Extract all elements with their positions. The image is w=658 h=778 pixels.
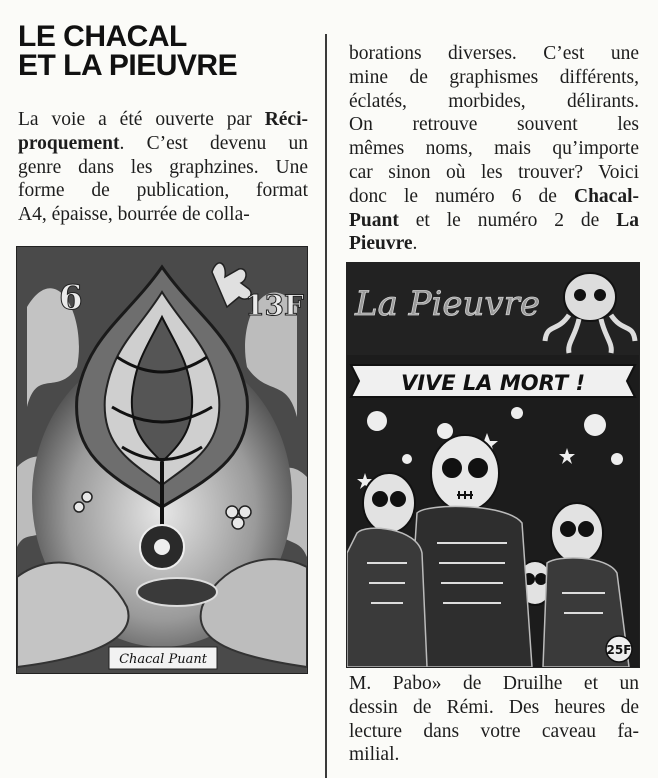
cover-signature: Chacal Puant [119,652,207,667]
text-line [349,185,639,209]
right-paragraph-top [349,42,639,256]
text-run: La voie a été ouverte par [18,109,265,130]
text-run: éclatés, morbides, délirants. [349,90,639,112]
title-line-1: LE CHACAL [18,20,187,53]
text-line [349,137,639,161]
text-line [349,232,639,256]
text-run: mine de graphismes différents, [349,66,639,88]
bold-text-run: Réci- [264,109,308,130]
text-line [349,696,639,720]
text-run: genre dans les graphzines. Une [18,156,308,178]
text-run: lecture dans votre caveau fa- [349,720,639,742]
text-line [18,108,308,132]
text-run: borations diverses. C’est une [349,43,639,64]
chacal-puant-cover [16,246,308,674]
text-run: donc le numéro 6 de [349,185,574,207]
bold-text-run: Puant [349,209,399,231]
text-run: milial. [349,744,400,766]
text-run: forme de publication, format [18,180,308,202]
text-run: mêmes noms, mais qu’importe [349,138,639,160]
text-line [349,720,639,744]
left-paragraph [18,108,308,227]
bold-text-run: Chacal- [574,185,639,207]
text-run: . C’est devenu un [119,132,308,154]
bold-text-run: Pieuvre [349,233,413,255]
text-line [349,113,639,137]
cover-price: 13F [245,289,304,322]
masthead-title: La Pieuvre [355,284,541,324]
text-line [18,203,308,227]
cover-price: 25F [606,643,632,657]
text-line [18,132,308,156]
text-run: . [412,233,418,255]
text-run: On retrouve souvent les [349,114,639,136]
text-line [18,156,308,180]
text-line [349,161,639,185]
text-line [349,672,639,696]
column-divider [325,34,327,778]
cover-issue-number: 6 [59,278,83,318]
right-paragraph-bottom [349,672,639,767]
chacal-puant-illustration [17,247,307,673]
text-run: M. Pabo» de Druilhe et un [349,673,639,694]
text-line [349,66,639,90]
bold-text-run: La [616,209,639,231]
text-line [349,90,639,114]
text-run: A4, épaisse, bourrée de colla- [18,204,250,226]
cover-banner: VIVE LA MORT ! [400,371,586,395]
text-line [349,209,639,233]
text-run: et le numéro 2 de [398,209,617,231]
text-line [349,42,639,66]
text-run: car sinon où les trouver? Voici [349,161,639,183]
title-line-2: ET LA PIEUVRE [18,49,238,82]
la-pieuvre-cover [346,262,640,668]
text-line [18,179,308,203]
text-run: dessin de Rémi. Des heures de [349,696,639,718]
article-title [18,22,318,80]
text-line [349,743,639,767]
bold-text-run: proquement [18,132,120,154]
la-pieuvre-illustration [347,263,639,667]
